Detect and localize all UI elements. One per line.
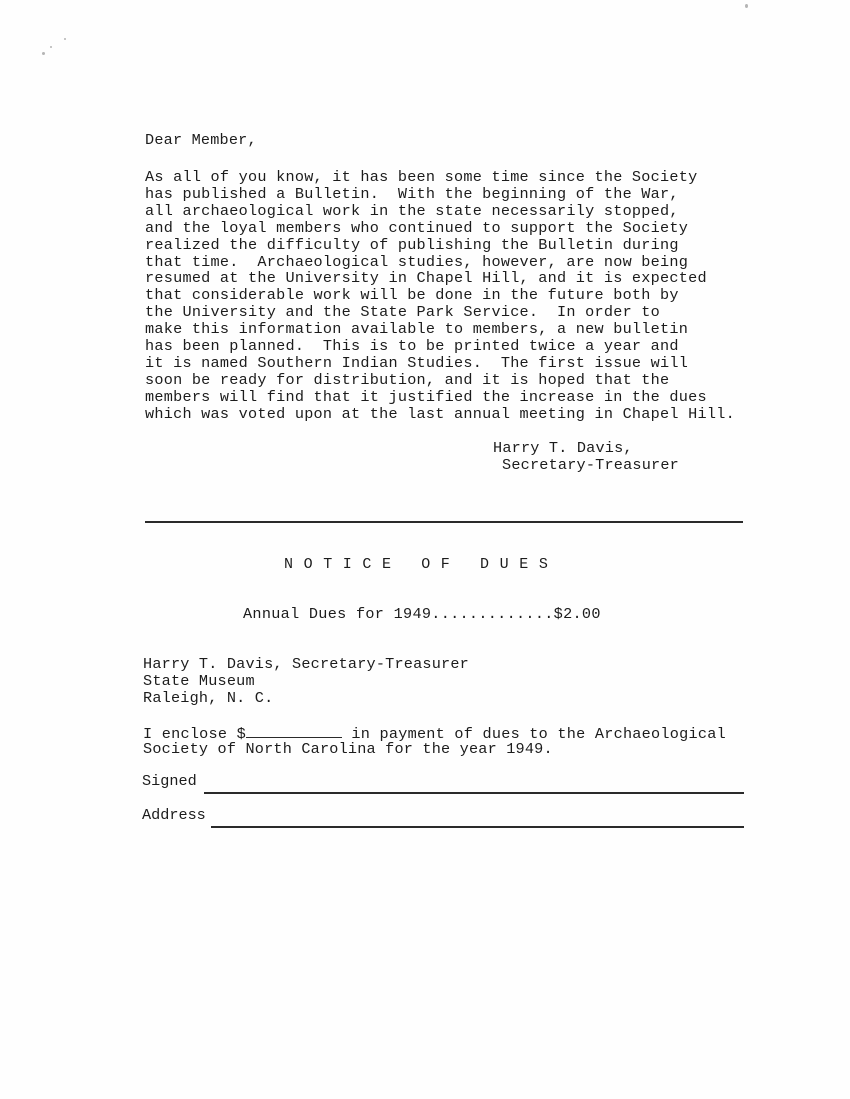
remit-address-line: Harry T. Davis, Secretary-Treasurer [143, 655, 469, 673]
salutation: Dear Member, [145, 131, 257, 149]
enclose-suffix: in payment of dues to the Archaeological [351, 725, 726, 743]
letter-line: resumed at the University in Chapel Hill, and it is expected [145, 269, 707, 288]
signed-blank-field[interactable] [204, 792, 744, 794]
paper-speck [64, 38, 66, 40]
letter-line: it is named Southern Indian Studies. The first issue will [145, 353, 689, 372]
letter-line: realized the difficulty of publishing the Bulletin during [145, 235, 679, 254]
letter-line: As all of you know, it has been some time since the Society [145, 168, 698, 186]
amount-blank-field[interactable] [246, 723, 342, 738]
address-label: Address [142, 806, 206, 824]
remit-address-line: Raleigh, N. C. [143, 689, 274, 707]
signed-label: Signed [142, 772, 197, 790]
remit-address-line: State Museum [143, 672, 255, 690]
letter-line: the University and the State Park Service. In order to [145, 303, 661, 322]
letter-line: make this information available to members, a new bulletin [145, 320, 689, 339]
letter-body [145, 169, 735, 423]
enclose-statement-continued: Society of North Carolina for the year 1949. [143, 740, 553, 758]
letter-line: which was voted upon at the last annual meeting in Chapel Hill. [145, 404, 735, 423]
notice-title: NOTICE OF DUES [284, 556, 559, 573]
letter-line: has published a Bulletin. With the beginning of the War, [145, 184, 679, 203]
paper-speck [745, 4, 748, 8]
signature-name: Harry T. Davis, [493, 439, 633, 457]
letter-line: has been planned. This is to be printed twice a year and [145, 337, 679, 356]
letter-line: and the loyal members who continued to support the Society [145, 218, 689, 237]
letter-line: all archaeological work in the state necessarily stopped, [145, 201, 679, 220]
annual-dues-line: Annual Dues for 1949.............$2.00 [243, 605, 601, 623]
letter-line: that time. Archaeological studies, however, are now being [145, 252, 689, 271]
letter-line: members will find that it justified the increase in the dues [145, 387, 707, 406]
paper-speck [42, 52, 45, 55]
signature-title: Secretary-Treasurer [502, 456, 679, 474]
letter-line: that considerable work will be done in the future both by [145, 286, 679, 305]
paper-speck [50, 46, 52, 48]
enclose-prefix: I enclose $ [143, 725, 247, 743]
address-blank-field[interactable] [211, 826, 744, 828]
section-divider [145, 521, 743, 523]
letter-line: soon be ready for distribution, and it is hoped that the [145, 370, 670, 389]
